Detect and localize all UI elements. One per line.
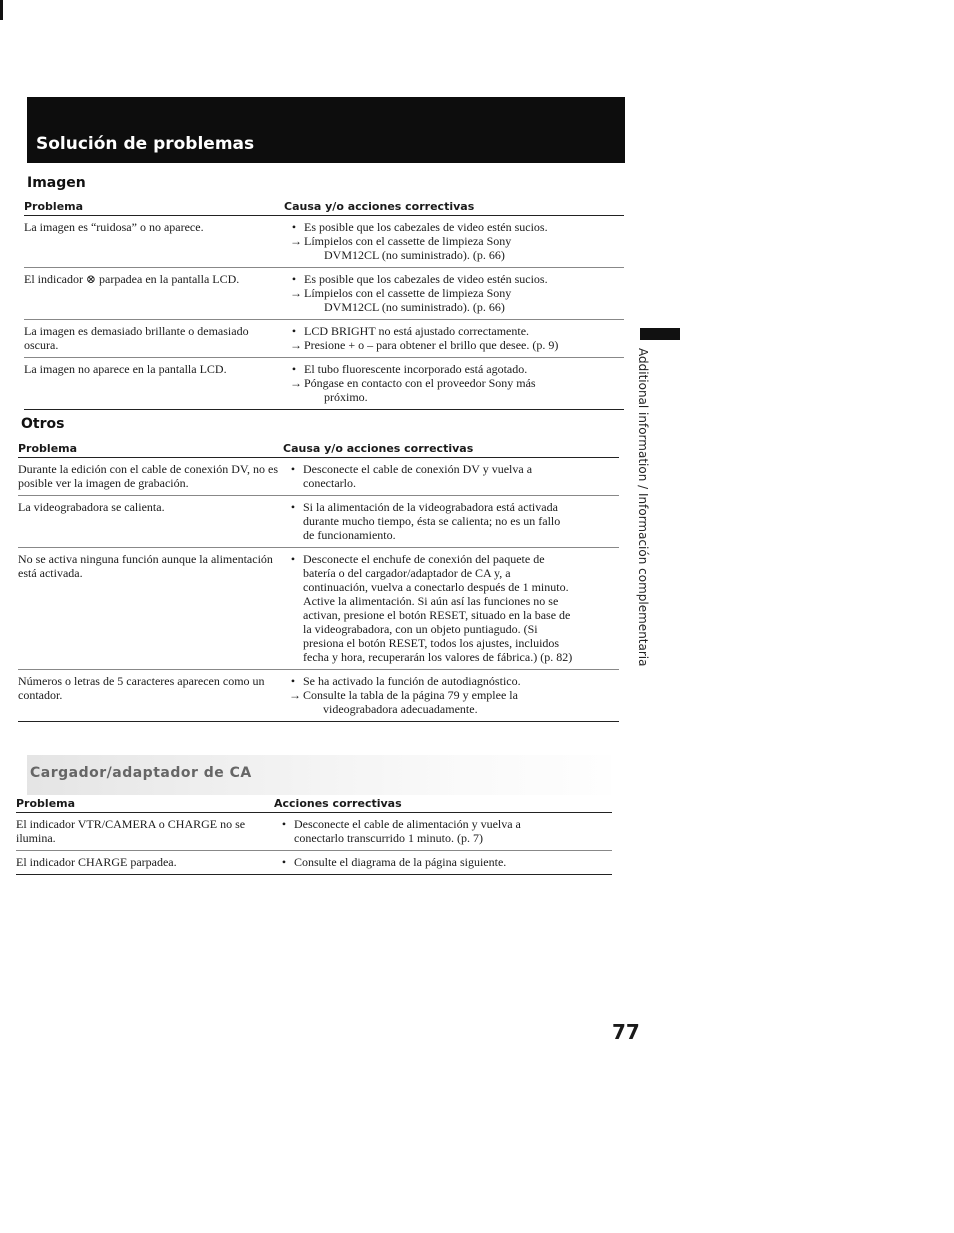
table-row bbox=[24, 216, 624, 268]
cause-text: Active la alimentación. Si aún así las funciones no se bbox=[303, 594, 559, 608]
cause-cell bbox=[283, 670, 619, 722]
problem-cell: No se activa ninguna función aunque la alimentación está activada. bbox=[18, 548, 283, 670]
cause-text: Límpielos con el cassette de limpieza Sony bbox=[304, 234, 512, 248]
cause-cell bbox=[274, 851, 612, 875]
bullet-icon: • bbox=[281, 855, 287, 869]
side-tab-marker bbox=[640, 328, 680, 340]
cause-text: DVM12CL (no suministrado). (p. 66) bbox=[324, 248, 505, 262]
table-body-otros bbox=[18, 458, 619, 722]
problem-cell: El indicador ⊗ parpadea en la pantalla LCD. bbox=[24, 268, 284, 320]
cause-text: Se ha activado la función de autodiagnóstico. bbox=[303, 674, 521, 688]
table-row bbox=[16, 851, 612, 875]
cause-text: la videograbadora, con un objeto puntiagudo. (Si bbox=[303, 622, 538, 636]
cause-text: conectarlo transcurrido 1 minuto. (p. 7) bbox=[294, 831, 483, 845]
table-body-cargador bbox=[16, 813, 612, 875]
arrow-right-icon: → bbox=[290, 286, 302, 300]
cause-text: durante mucho tiempo, ésta se calienta; no es un fallo bbox=[303, 514, 561, 528]
cause-text: Consulte la tabla de la página 79 y emplee la bbox=[303, 688, 518, 702]
arrow-right-icon: → bbox=[290, 234, 302, 248]
table-row bbox=[24, 358, 624, 410]
table-otros bbox=[18, 442, 619, 722]
section-title-otros: Otros bbox=[21, 416, 65, 432]
table-row bbox=[24, 268, 624, 320]
arrow-right-icon: → bbox=[289, 688, 301, 702]
cause-text: videograbadora adecuadamente. bbox=[323, 702, 478, 716]
table-row bbox=[16, 813, 612, 851]
cause-text: Si la alimentación de la videograbadora está activada bbox=[303, 500, 558, 514]
cause-cell bbox=[274, 813, 612, 851]
column-header-cause: Causa y/o acciones correctivas bbox=[283, 442, 619, 458]
cause-cell bbox=[283, 458, 619, 496]
bullet-icon: • bbox=[281, 817, 287, 831]
arrow-right-icon: → bbox=[290, 338, 302, 352]
cause-text: Es posible que los cabezales de video estén sucios. bbox=[304, 220, 548, 234]
problem-cell: Durante la edición con el cable de conexión DV, no es posible ver la imagen de grabación. bbox=[18, 458, 283, 496]
arrow-right-icon: → bbox=[290, 376, 302, 390]
cause-cell bbox=[284, 320, 624, 358]
cause-text: activan, presione el botón RESET, situado en la base de bbox=[303, 608, 571, 622]
cause-cell bbox=[284, 268, 624, 320]
bullet-icon: • bbox=[291, 324, 297, 338]
cause-text: fecha y hora, recuperarán los valores de fábrica.) (p. 82) bbox=[303, 650, 573, 664]
section-title-imagen: Imagen bbox=[27, 175, 86, 191]
cause-text: Desconecte el cable de conexión DV y vuelva a bbox=[303, 462, 533, 476]
problem-cell: La imagen es demasiado brillante o demasiado oscura. bbox=[24, 320, 284, 358]
column-header-problem: Problema bbox=[24, 200, 284, 216]
problem-cell: Números o letras de 5 caracteres aparecen como un contador. bbox=[18, 670, 283, 722]
problem-cell: La imagen no aparece en la pantalla LCD. bbox=[24, 358, 284, 410]
cause-text: continuación, vuelva a conectarlo después de 1 minuto. bbox=[303, 580, 569, 594]
cause-cell bbox=[283, 548, 619, 670]
cause-text: conectarlo. bbox=[303, 476, 356, 490]
cause-cell bbox=[284, 358, 624, 410]
table-body-imagen bbox=[24, 216, 624, 410]
table-row bbox=[24, 320, 624, 358]
table-row bbox=[18, 670, 619, 722]
problem-cell: La videograbadora se calienta. bbox=[18, 496, 283, 548]
cause-text: de funcionamiento. bbox=[303, 528, 396, 542]
bullet-icon: • bbox=[291, 362, 297, 376]
cause-text: Límpielos con el cassette de limpieza Sony bbox=[304, 286, 512, 300]
problem-cell: La imagen es “ruidosa” o no aparece. bbox=[24, 216, 284, 268]
table-row bbox=[18, 548, 619, 670]
table-row bbox=[18, 458, 619, 496]
cause-text: Póngase en contacto con el proveedor Sony más bbox=[304, 376, 536, 390]
table-row bbox=[18, 496, 619, 548]
cause-text: El tubo fluorescente incorporado está agotado. bbox=[304, 362, 528, 376]
cause-text: batería o del cargador/adaptador de CA y, a bbox=[303, 566, 511, 580]
bullet-icon: • bbox=[290, 500, 296, 514]
table-cargador bbox=[16, 797, 612, 875]
cause-text: Desconecte el enchufe de conexión del paquete de bbox=[303, 552, 545, 566]
bullet-icon: • bbox=[291, 220, 297, 234]
bullet-icon: • bbox=[290, 462, 296, 476]
cause-cell bbox=[284, 216, 624, 268]
column-header-problem: Problema bbox=[16, 797, 274, 813]
column-header-cause: Acciones correctivas bbox=[274, 797, 612, 813]
cause-text: próximo. bbox=[324, 390, 368, 404]
cause-text: Es posible que los cabezales de video estén sucios. bbox=[304, 272, 548, 286]
cause-text: Presione + o – para obtener el brillo que desee. (p. 9) bbox=[304, 338, 559, 352]
side-tab-text: Additional information / Información complementaria bbox=[636, 348, 650, 667]
cause-text: Consulte el diagrama de la página siguiente. bbox=[294, 855, 507, 869]
cause-text: LCD BRIGHT no está ajustado correctamente. bbox=[304, 324, 530, 338]
cause-cell bbox=[283, 496, 619, 548]
bullet-icon: • bbox=[291, 272, 297, 286]
page-number: 77 bbox=[612, 1020, 640, 1044]
header-banner bbox=[27, 97, 625, 163]
column-header-cause: Causa y/o acciones correctivas bbox=[284, 200, 624, 216]
bullet-icon: • bbox=[290, 552, 296, 566]
cause-text: presiona el botón RESET, todos los ajustes, incluidos bbox=[303, 636, 560, 650]
bullet-icon: • bbox=[290, 674, 296, 688]
cause-text: DVM12CL (no suministrado). (p. 66) bbox=[324, 300, 505, 314]
page-edge-mark bbox=[0, 0, 3, 20]
section-title-cargador: Cargador/adaptador de CA bbox=[30, 765, 252, 781]
page-title: Solución de problemas bbox=[36, 134, 255, 154]
problem-cell: El indicador CHARGE parpadea. bbox=[16, 851, 274, 875]
problem-cell: El indicador VTR/CAMERA o CHARGE no se ilumina. bbox=[16, 813, 274, 851]
column-header-problem: Problema bbox=[18, 442, 283, 458]
table-imagen bbox=[24, 200, 624, 410]
cause-text: Desconecte el cable de alimentación y vuelva a bbox=[294, 817, 521, 831]
